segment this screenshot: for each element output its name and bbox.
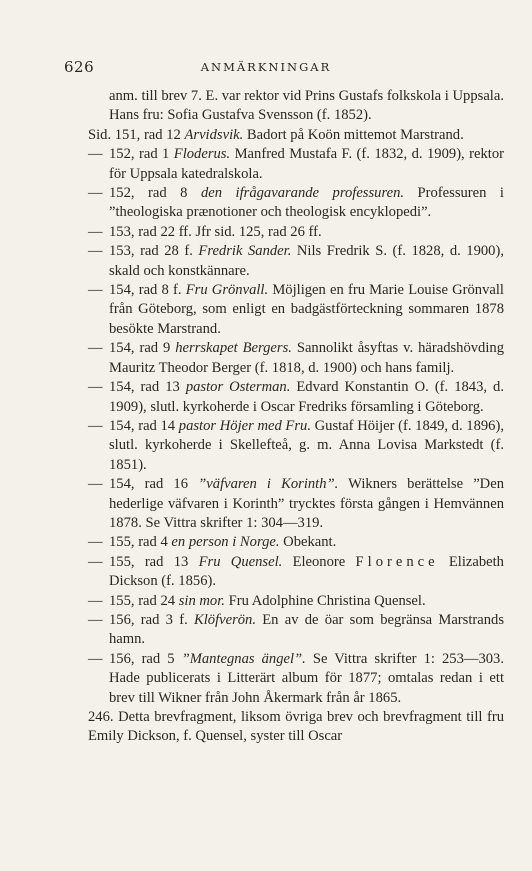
note-ref: 154, rad 14 [109,417,179,434]
note-text: Möjligen en fru Marie Louise Grönvall från Göteborg, som enligt en badgästförteckning sommaren 1878 besökte Marstrand. [109,282,504,337]
letterspaced-name: Florence [355,553,439,570]
note-entry [88,145,504,184]
note-ref: 155, rad 13 [109,553,199,570]
note-entry [88,533,504,552]
note-dash: — [88,379,103,396]
note-dash: — [88,650,103,667]
note-title: Fredrik Sander. [198,243,292,260]
note-title: Floderus. [173,146,231,163]
note-ref: 155, rad 24 [109,592,179,609]
note-ref: Sid. 151, rad 12 [88,126,185,143]
note-entry-sid [88,126,504,145]
note-title: pastor Osterman. [185,379,291,396]
note-title: Klöfverön. [193,611,257,628]
note-entry [88,592,504,611]
note-entry [88,650,504,708]
note-dash: — [88,340,103,357]
note-text: Sannolikt åsyftas v. häradshövding Mauritz Theodor Berger (f. 1818, d. 1900) och hans familj. [109,340,504,376]
note-title: ”väfvaren i Korinth”. [198,476,339,493]
page-number: 626 [64,58,95,76]
note-title: pastor Höjer med Fru. [178,417,311,434]
note-ref: 153, rad 28 f. [109,243,199,260]
note-title: ”Mantegnas ängel”. [181,650,306,667]
note-title: Fru Grönvall. [185,282,269,299]
note-ref: 154, rad 9 [109,340,176,357]
note-dash: — [88,146,103,163]
note-text: Edvard Konstantin O. (f. 1843, d. 1909), slutl. kyrkoherde i Oscar Fredriks församling i Göteborg. [109,379,505,415]
note-dash: — [88,282,103,299]
note-dash: — [88,592,103,609]
note-entry [88,242,504,281]
note-title: en person i Norge. [171,534,280,551]
intro-paragraph: anm. till brev 7. E. var rektor vid Prins Gustafs folkskola i Uppsala. Hans fru: Sofia Gustafva Svensson (f. 1852). [109,88,504,124]
note-text: Elizabeth Dickson (f. 1856). [109,553,504,590]
note-entry [88,378,504,417]
note-text: Badort på Koön mittemot Marstrand. [243,126,464,143]
note-entry [88,611,504,650]
page-header [0,58,532,78]
note-dash: — [88,534,103,551]
note-text: Eleonore [282,553,356,570]
note-ref: 154, rad 8 f. [109,282,186,299]
note-entry [88,184,504,223]
note-text: Obekant. [279,534,337,551]
note-ref: 155, rad 4 [109,534,172,551]
note-text: Manfred Mustafa F. (f. 1832, d. 1909), rektor för Uppsala katedralskola. [109,146,504,182]
note-dash: — [88,185,103,202]
note-dash: — [88,223,103,240]
note-title: sin mor. [178,592,225,609]
note-entry [88,281,504,339]
note-ref: 156, rad 3 f. [109,611,194,628]
note-title: Fru Quensel. [198,553,283,570]
note-ref: 156, rad 5 [109,650,182,667]
note-title: den ifrågavarande professuren. [200,185,405,202]
running-head: ANMÄRKNINGAR [200,60,332,74]
note-dash: — [88,243,103,260]
note-text: Wikners berättelse ”Den hederlige väfvaren i Korinth” trycktes första gången i Hemvännen 1878. Se Vittra skrifter 1: 304—319. [109,476,504,531]
note-text: En av de öar som begränsa Marstrands hamn. [109,611,505,648]
notes-body [88,87,504,747]
note-text: Gustaf Höijer (f. 1849, d. 1896), slutl. kyrkoherde i Skellefteå, g. m. Anna Lovisa Markstedt (f. 1851). [109,417,504,473]
note-dash: — [88,553,103,570]
note-entry [88,223,504,242]
note-text: Nils Fredrik S. (f. 1828, d. 1900), skald och konstkännare. [109,243,504,279]
note-entry [88,417,504,475]
note-text: Professuren i ”theologiska prænotioner och theologisk encyklopedi”. [109,185,504,221]
note-dash: — [88,476,103,493]
note-entry [88,339,504,378]
note-ref: 152, rad 8 [109,185,201,202]
note-ref: 154, rad 13 [109,379,186,396]
note-ref: 154, rad 16 [109,476,199,493]
note-text: Se Vittra skrifter 1: 253—303. Hade publicerats i Litterärt album för 1877; omtalas redan i ett brev till Wikner från John Åkermark från år 1865. [109,650,504,706]
note-ref: 152, rad 1 [109,146,174,163]
note-title: herrskapet Bergers. [175,340,292,357]
closing-paragraph: 246. Detta brevfragment, liksom övriga brev och brevfragment till fru Emily Dickson, f. Quensel, syster till Oscar [88,709,504,745]
note-ref: 153, rad 22 ff. Jfr sid. 125, rad 26 ff. [109,223,322,240]
note-entry [88,475,504,533]
note-dash: — [88,611,103,628]
note-entry [88,553,504,592]
note-dash: — [88,417,103,434]
note-title: Arvidsvik. [184,126,244,143]
note-text: Fru Adolphine Christina Quensel. [224,592,426,609]
